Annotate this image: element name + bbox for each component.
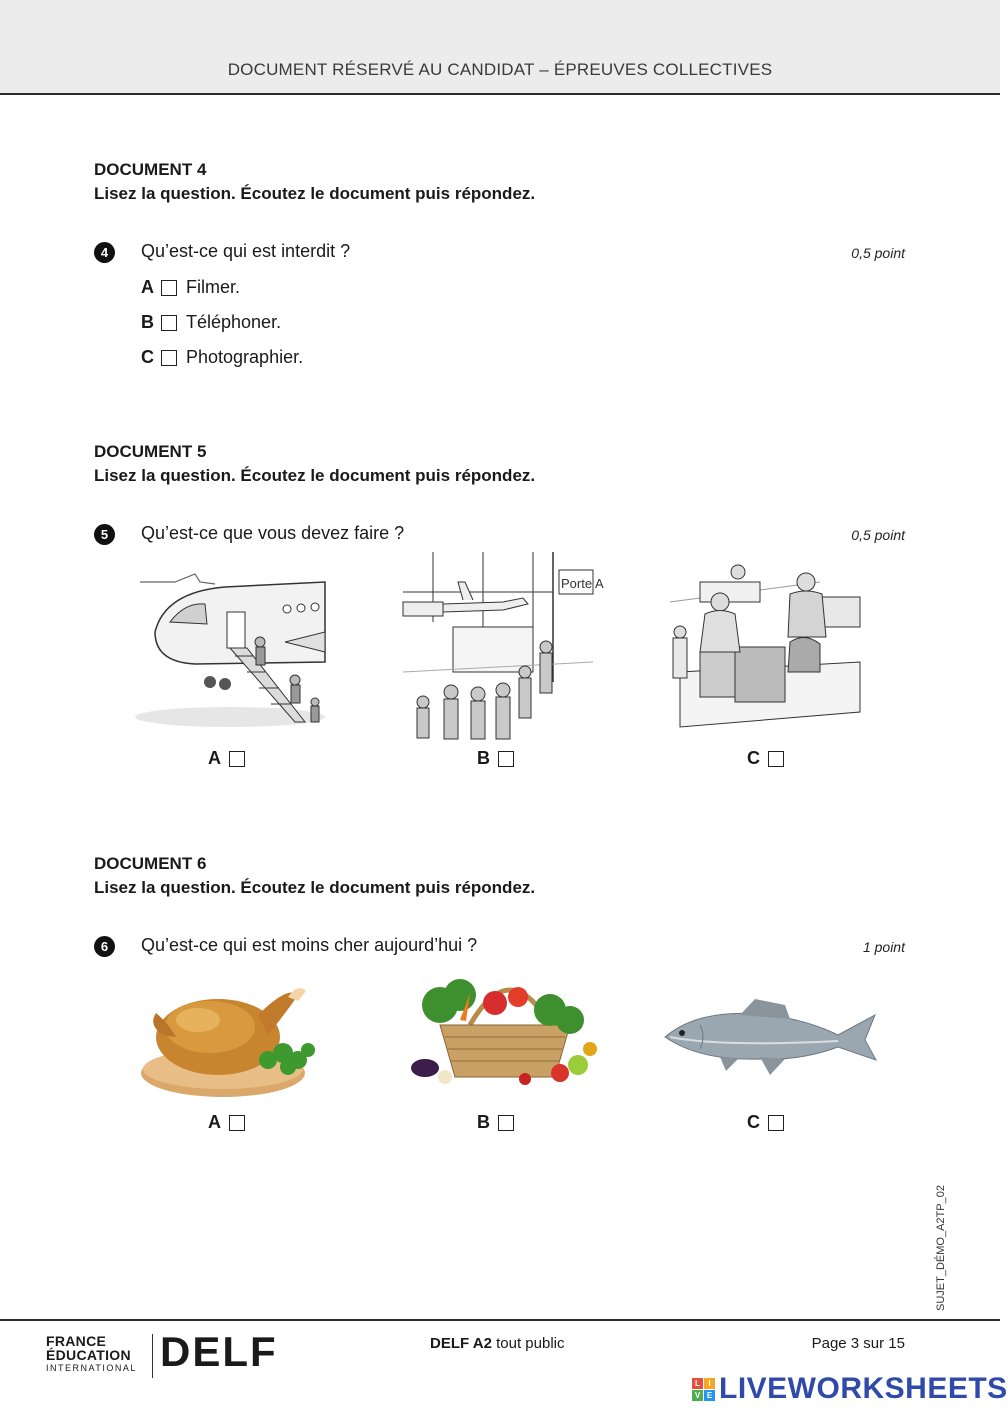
checkbox[interactable] (161, 280, 177, 296)
choice-letter: C (747, 748, 760, 768)
checkbox[interactable] (498, 1115, 514, 1131)
choice-b-label[interactable] (477, 1112, 523, 1133)
document-6-instruction: Lisez la question. Écoutez le document puis répondez. (94, 878, 536, 897)
choice-c-label[interactable] (747, 748, 793, 769)
option-c[interactable] (141, 347, 303, 368)
document-5-title: DOCUMENT 5 (94, 442, 207, 461)
exam-name: DELF A2 tout public (430, 1335, 565, 1352)
logo-separator (152, 1334, 153, 1378)
liveworksheets-text: LIVEWORKSHEETS (719, 1372, 1008, 1405)
question-4-points: 0,5 point (851, 245, 905, 261)
option-letter: A (141, 277, 154, 297)
question-4-number: 4 (94, 242, 115, 263)
fish-image[interactable] (660, 995, 880, 1080)
checkbox[interactable] (161, 350, 177, 366)
liveworksheets-logo-icon: L I V E (692, 1378, 715, 1401)
page-header (0, 0, 1000, 95)
option-letter: C (141, 347, 154, 367)
question-5-number: 5 (94, 524, 115, 545)
check-in-desk-image[interactable] (670, 552, 862, 740)
france-education-logo: FRANCE ÉDUCATION INTERNATIONAL (46, 1333, 137, 1373)
delf-logo: DELF (160, 1328, 278, 1375)
option-b[interactable] (141, 312, 281, 333)
gate-sign-text: Porte A (561, 576, 604, 591)
header-title: DOCUMENT RÉSERVÉ AU CANDIDAT – ÉPREUVES COLLECTIVES (227, 60, 773, 79)
question-6-text: Qu’est-ce qui est moins cher aujourd’hui ? (141, 935, 478, 955)
airport-gate-image[interactable] (403, 552, 604, 740)
footer-divider (0, 1319, 1000, 1321)
page-number: Page 3 sur 15 (811, 1335, 905, 1352)
choice-letter: A (208, 1112, 221, 1132)
question-5-text: Qu’est-ce que vous devez faire ? (141, 523, 405, 543)
checkbox[interactable] (768, 751, 784, 767)
liveworksheets-watermark[interactable] (692, 1372, 1008, 1406)
choice-c-label[interactable] (747, 1112, 793, 1133)
choice-letter: B (477, 1112, 490, 1132)
option-label: Photographier. (186, 347, 304, 367)
choice-a-label[interactable] (208, 748, 254, 769)
option-a[interactable] (141, 277, 240, 298)
choice-b-label[interactable] (477, 748, 523, 769)
choice-letter: B (477, 748, 490, 768)
document-5-instruction: Lisez la question. Écoutez le document puis répondez. (94, 466, 536, 485)
choice-letter: A (208, 748, 221, 768)
choice-a-label[interactable] (208, 1112, 254, 1133)
vegetable-basket-image[interactable] (400, 965, 600, 1090)
airplane-boarding-image[interactable] (135, 552, 325, 740)
option-label: Filmer. (186, 277, 240, 297)
checkbox[interactable] (161, 315, 177, 331)
document-6-title: DOCUMENT 6 (94, 854, 207, 873)
question-5-points: 0,5 point (851, 527, 905, 543)
subject-code: SUJET_DÉMO_A2TP_02 (935, 1185, 947, 1311)
checkbox[interactable] (768, 1115, 784, 1131)
choice-letter: C (747, 1112, 760, 1132)
checkbox[interactable] (229, 751, 245, 767)
option-label: Téléphoner. (186, 312, 282, 332)
document-4-instruction: Lisez la question. Écoutez le document puis répondez. (94, 184, 536, 203)
option-letter: B (141, 312, 154, 332)
question-4-text: Qu’est-ce qui est interdit ? (141, 241, 351, 261)
checkbox[interactable] (498, 751, 514, 767)
question-6-points: 1 point (862, 939, 905, 955)
checkbox[interactable] (229, 1115, 245, 1131)
question-6-number: 6 (94, 936, 115, 957)
document-4-title: DOCUMENT 4 (94, 160, 207, 179)
roast-chicken-image[interactable] (138, 965, 324, 1100)
